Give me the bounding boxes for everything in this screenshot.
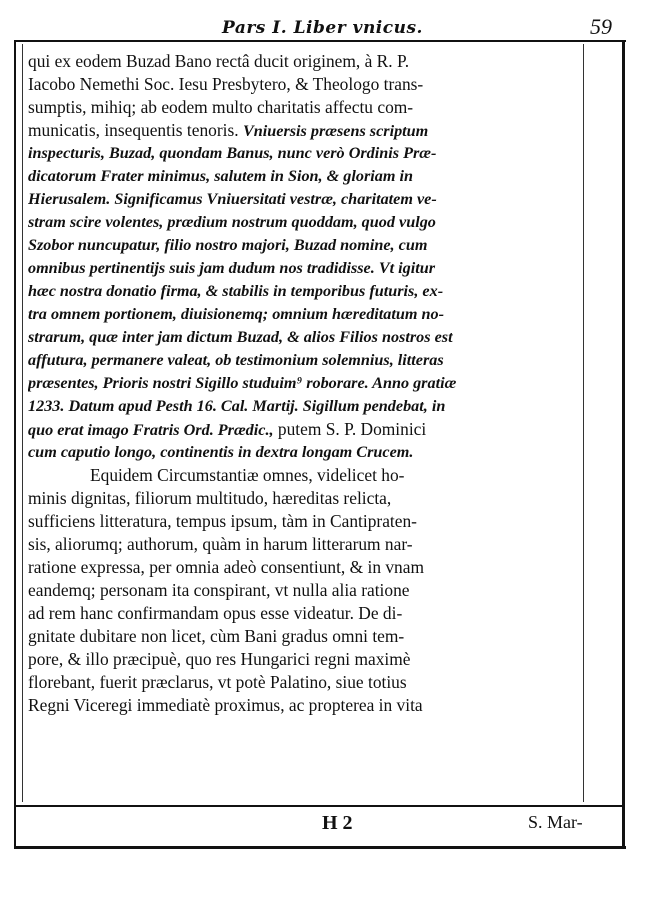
frame-bottom-rule — [14, 846, 626, 849]
text-line: sis, aliorumq; authorum, quàm in harum litterarum nar- — [28, 534, 413, 554]
text-line: tra omnem portionem, diuisionemq; omnium hæreditatum no- — [28, 305, 444, 323]
text-line-mixed — [28, 418, 588, 441]
frame-right-rule — [622, 40, 625, 846]
text-line: dicatorum Frater minimus, salutem in Sion, & gloriam in — [28, 167, 413, 185]
text-line: minis dignitas, filiorum multitudo, hæreditas relicta, — [28, 488, 392, 508]
text-italic-part: Vniuersis præsens scriptum — [242, 122, 429, 140]
text-line: pore, & illo præcipuè, quo res Hungarici regni maximè — [28, 649, 411, 669]
text-line: inspecturis, Buzad, quondam Banus, nunc verò Ordinis Præ- — [28, 144, 437, 162]
text-line: Hierusalem. Significamus Vniuersitati vestræ, charitatem ve- — [28, 190, 437, 208]
text-line: ad rem hanc confirmandam opus esse videatur. De di- — [28, 603, 403, 623]
text-line: affutura, permanere valeat, ob testimonium solemnius, litteras — [28, 351, 444, 369]
text-block-left-rule — [22, 44, 23, 802]
text-line: Szobor nuncupatur, filio nostro majori, Buzad nomine, cum — [28, 236, 428, 254]
text-line: florebant, fuerit præclarus, vt potè Palatino, siue totius — [28, 672, 407, 692]
catchword: S. Mar- — [528, 812, 583, 832]
frame-left-rule — [14, 40, 16, 848]
text-line: sumptis, mihiq; ab eodem multo charitatis affectu com- — [28, 97, 414, 117]
text-roman-part: putem S. P. Dominici — [277, 419, 427, 439]
text-line: sufficiens litteratura, tempus ipsum, tàm in Cantipraten- — [28, 511, 417, 531]
signature-mark: H 2 — [322, 812, 353, 834]
text-line: cum caputio longo, continentis in dextra longam Crucem. — [28, 443, 414, 461]
text-line-mixed — [28, 119, 588, 142]
text-line: stram scire volentes, prædium nostrum quoddam, quod vulgo — [28, 213, 436, 231]
text-line: Regni Viceregi immediatè proximus, ac propterea in vita — [28, 695, 423, 715]
text-line: omnibus pertinentijs suis jam dudum nos tradidisse. Vt igitur — [28, 259, 436, 277]
text-line: strarum, quæ inter jam dictum Buzad, & alios Filios nostros est — [28, 328, 453, 346]
paragraph-first-line: Equidem Circumstantiæ omnes, videlicet ho- — [90, 465, 405, 485]
frame-top-rule — [14, 40, 626, 42]
text-line: gnitate dubitare non licet, cùm Bani gradus omni tem- — [28, 626, 405, 646]
footer-rule — [16, 805, 623, 807]
text-line: 1233. Datum apud Pesth 16. Cal. Martij. Sigillum pendebat, in — [28, 397, 446, 415]
running-title: Pars I. Liber vnicus. — [222, 18, 423, 38]
text-line: præsentes, Prioris nostri Sigillo studuim⁹ roborare. Anno gratiæ — [28, 374, 457, 392]
text-roman-part: municatis, insequentis tenoris. — [28, 120, 239, 140]
text-line: ratione expressa, per omnia adeò consentiunt, & in vnam — [28, 557, 425, 577]
text-line: Iacobo Nemethi Soc. Iesu Presbytero, & Theologo trans- — [28, 74, 424, 94]
text-line: eandemq; personam ita conspirant, vt nulla alia ratione — [28, 580, 410, 600]
page-number: 59 — [590, 14, 612, 39]
text-block — [28, 50, 588, 717]
text-line: hæc nostra donatio firma, & stabilis in temporibus futuris, ex- — [28, 282, 444, 300]
text-italic-part: quo erat imago Fratris Ord. Prædic., — [28, 421, 274, 439]
text-line: qui ex eodem Buzad Bano rectâ ducit originem, à R. P. — [28, 51, 410, 71]
